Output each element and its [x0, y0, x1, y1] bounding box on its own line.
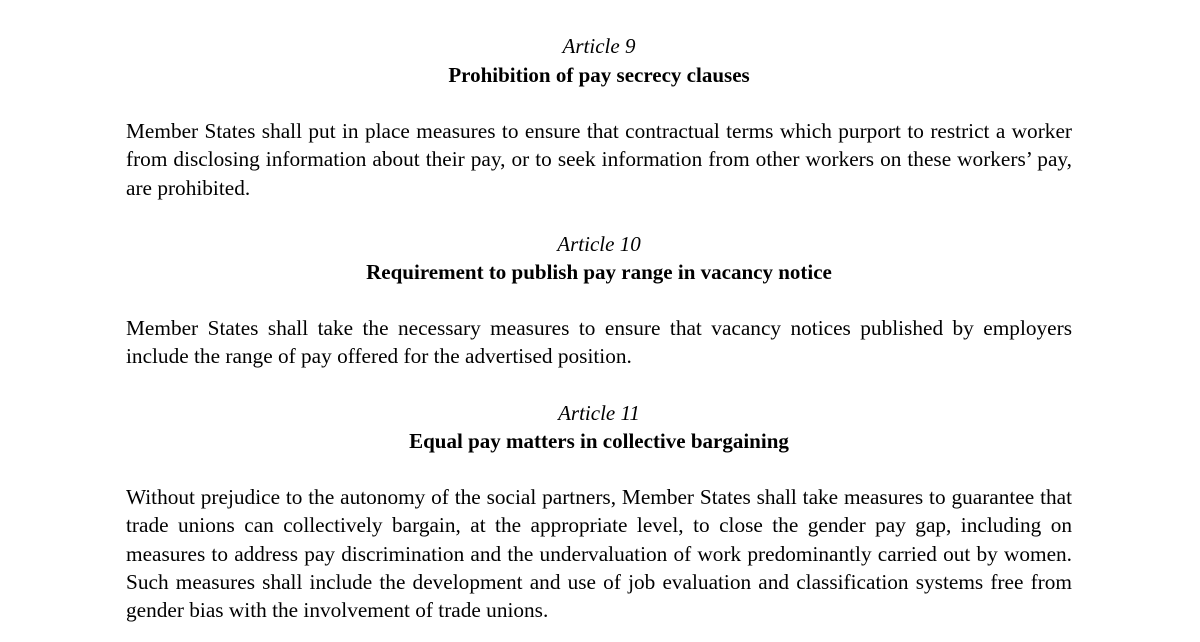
- article-number: Article 10: [557, 232, 641, 256]
- article-number: Article 9: [562, 34, 636, 58]
- article-title: Equal pay matters in collective bargaining: [409, 429, 789, 453]
- article-number: Article 11: [558, 401, 640, 425]
- article-title: Prohibition of pay secrecy clauses: [448, 63, 750, 87]
- article-body: Without prejudice to the autonomy of the social partners, Member States shall take measures to guarantee that trade unions can collectively bargain, at the appropriate level, to close the gender pay gap, including on measures to address pay discrimination and the undervaluation of work predominantly carried out by women. Such measures shall include the development and use of job evaluation and classification systems free from gender bias with the involvement of trade unions.: [126, 485, 1072, 623]
- article-body: Member States shall put in place measures to ensure that contractual terms which purport to restrict a worker from disclosing information about their pay, or to seek information from other workers on these workers’ pay, are prohibited.: [126, 119, 1072, 200]
- article-title: Requirement to publish pay range in vacancy notice: [366, 260, 832, 284]
- article-body: Member States shall take the necessary measures to ensure that vacancy notices published by employers include the range of pay offered for the advertised position.: [126, 316, 1072, 369]
